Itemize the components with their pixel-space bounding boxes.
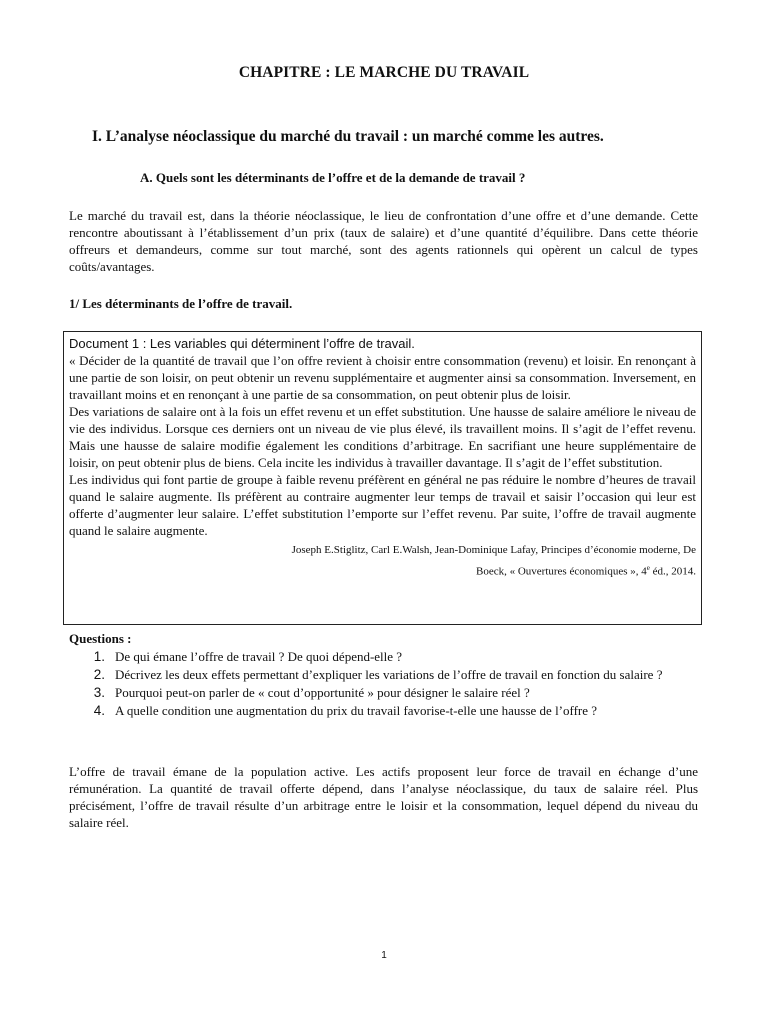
page-number: 1 [381, 950, 387, 961]
question-item [69, 666, 698, 683]
document-paragraph: Des variations de salaire ont à la fois un effet revenu et un effet substitution. Une hausse de salaire améliore le niveau de vie des individus. Lorsque ces derniers ont un niveau de vie plus élevé, ils travaillent moins. Il s’agit de l’effet revenu. Mais une hausse de salaire modifie également les conditions d’arbitrage. En sacrifiant une heure supplémentaire de loisir, on peut obtenir plus de biens. Cela incite les individus à travailler davantage. Il s’agit de l’effet substitution. [69, 404, 696, 470]
source-line-1: Joseph E.Stiglitz, Carl E.Walsh, Jean-Dominique Lafay, Principes d’économie moderne, De [291, 544, 696, 556]
document-paragraph: « Décider de la quantité de travail que l’on offre revient à choisir entre consommation (revenu) et loisir. En renonçant à une partie de son loisir, on peut obtenir un revenu supplémentaire et augmenter ainsi sa consommation. Inversement, en travaillant moins et en renonçant à une partie de sa consommation, on peut obtenir plus de loisir. [69, 353, 696, 402]
question-item [69, 684, 698, 701]
document-source [69, 541, 696, 581]
questions-list [69, 648, 698, 719]
question-text: Décrivez les deux effets permettant d’expliquer les variations de l’offre de travail en fonction du salaire ? [115, 667, 663, 682]
question-text: Pourquoi peut-on parler de « cout d’opportunité » pour désigner le salaire réel ? [115, 685, 530, 700]
subsection-title: A. Quels sont les déterminants de l’offre et de la demande de travail ? [140, 170, 526, 185]
question-item [69, 702, 698, 719]
source-line-2a: Boeck, « Ouvertures économiques », 4 [475, 565, 647, 578]
question-number: 3. [93, 685, 105, 700]
section-title: I. L’analyse néoclassique du marché du travail : un marché comme les autres. [92, 128, 604, 145]
question-text: A quelle condition une augmentation du prix du travail favorise-t-elle une hausse de l’offre ? [115, 703, 598, 718]
source-superscript: e [646, 564, 650, 572]
question-number: 1. [93, 649, 105, 664]
closing-paragraph: L’offre de travail émane de la population active. Les actifs proposent leur force de travail en échange d’une rémunération. La quantité de travail offerte dépend, dans l’analyse néoclassique, du taux de salaire réel. Plus précisément, l’offre de travail résulte d’un arbitrage entre le loisir et la consommation, lequel dépend du niveau du salaire réel. [69, 764, 698, 830]
intro-paragraph: Le marché du travail est, dans la théorie néoclassique, le lieu de confrontation d’une offre et d’une demande. Cette rencontre aboutissant à l’établissement d’un prix (taux de salaire) et d’une quantité d’équilibre. Dans cette théorie offreurs et demandeurs, comme sur tout marché, sont des agents rationnels qui opèrent un calcul de types coûts/avantages. [69, 208, 698, 274]
question-text: De qui émane l’offre de travail ? De quoi dépend-elle ? [115, 649, 403, 664]
questions-block [69, 630, 698, 720]
source-line-2b: éd., 2014. [649, 565, 696, 578]
document-1-box [63, 331, 702, 625]
chapter-title: CHAPITRE : LE MARCHE DU TRAVAIL [238, 64, 530, 81]
document-paragraph: Les individus qui font partie de groupe à faible revenu préfèrent en général ne pas réduire le nombre d’heures de travail quand le salaire augmente. Ils préfèrent au contraire augmenter leur temps de travail et saisir l’occasion qui leur est offerte d’augmenter leur salaire. L’effet substitution l’emporte sur l’effet revenu. Par suite, l’offre de travail augmente quand le salaire augmente. [69, 472, 696, 538]
questions-heading: Questions : [69, 631, 132, 646]
document-title: Document 1 : Les variables qui déterminent l’offre de travail. [69, 336, 415, 351]
question-number: 2. [93, 667, 105, 682]
question-item [69, 648, 698, 665]
offer-determinants-heading: 1/ Les déterminants de l’offre de travail. [69, 296, 293, 311]
question-number: 4. [93, 703, 105, 718]
